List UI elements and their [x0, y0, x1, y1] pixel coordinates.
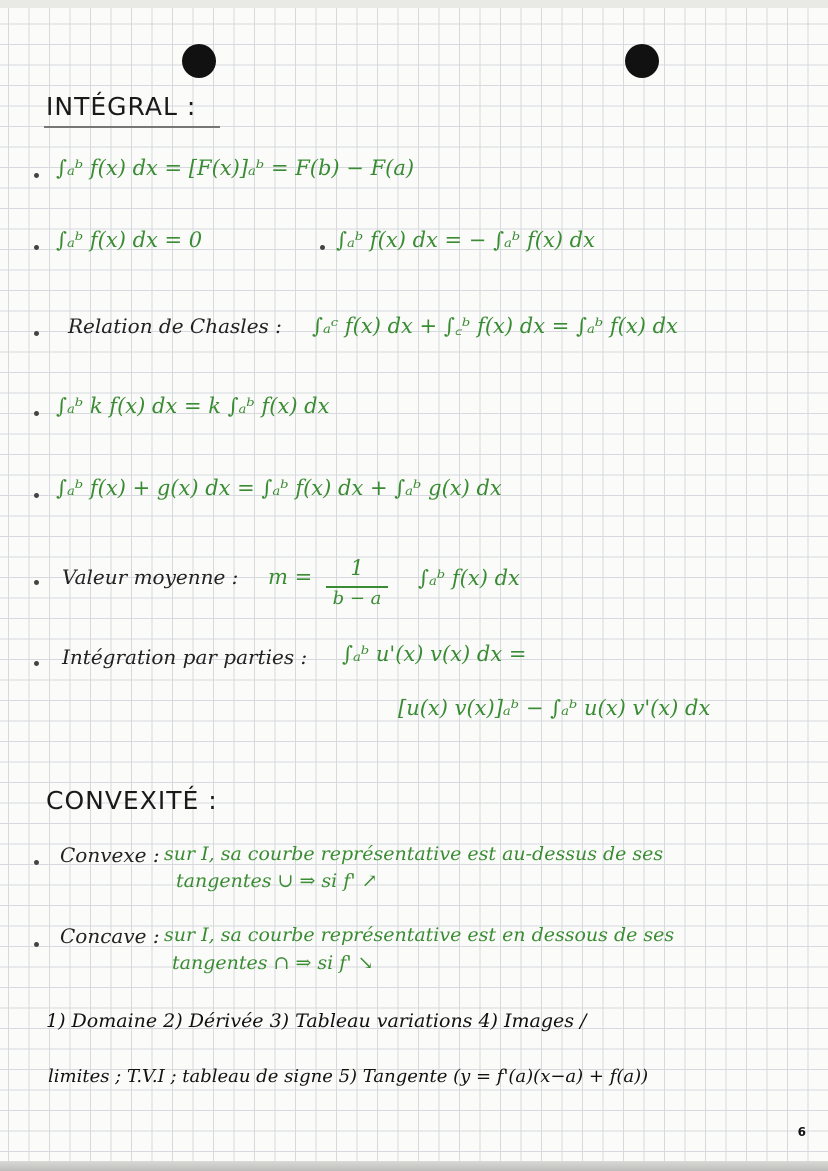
bullet [34, 411, 39, 416]
page-bottom-edge [0, 1161, 828, 1171]
bullet [34, 661, 39, 666]
label-ipp: Intégration par parties : [62, 645, 308, 669]
section-title-integral: INTÉGRAL : [46, 92, 197, 121]
convexe-tangentes: tangentes ∪ ⇒ si f' ↗ [176, 870, 378, 892]
bullet [34, 860, 39, 865]
title-underline [44, 126, 220, 128]
formula-ipp-left: ∫ₐᵇ u'(x) v(x) dx = [342, 642, 527, 666]
bullet [34, 942, 39, 947]
label-concave: Concave : [60, 924, 160, 948]
label-chasles: Relation de Chasles : [68, 314, 282, 338]
concave-tangentes: tangentes ∩ ⇒ si f' ↘ [172, 952, 374, 974]
formula-fundamental: ∫ₐᵇ f(x) dx = [F(x)]ₐᵇ = F(b) − F(a) [56, 156, 415, 180]
formula-zero: ∫ₐᵇ f(x) dx = 0 [56, 228, 203, 252]
bullet [34, 245, 39, 250]
fraction-bar [326, 586, 388, 588]
formula-swap-bounds: ∫ₐᵇ f(x) dx = − ∫ₐᵇ f(x) dx [336, 228, 595, 252]
fraction-numerator: 1 [350, 556, 364, 580]
formula-ipp-right: [u(x) v(x)]ₐᵇ − ∫ₐᵇ u(x) v'(x) dx [398, 696, 711, 720]
fraction-denominator: b − a [332, 588, 382, 609]
concave-definition: sur I, sa courbe représentative est en dessous de ses [164, 924, 675, 946]
page-number: 6 [797, 1125, 806, 1139]
study-steps-line-1: 1) Domaine 2) Dérivée 3) Tableau variations 4) Images / [46, 1010, 587, 1032]
formula-chasles: ∫ₐᶜ f(x) dx + ∫꜀ᵇ f(x) dx = ∫ₐᵇ f(x) dx [312, 314, 678, 338]
bullet [320, 245, 325, 250]
label-valeur-moyenne: Valeur moyenne : [62, 565, 239, 589]
binder-hole-right [625, 44, 659, 78]
convexe-definition: sur I, sa courbe représentative est au-dessus de ses [164, 843, 664, 865]
label-convexe: Convexe : [60, 843, 160, 867]
bullet [34, 493, 39, 498]
formula-mean: ∫ₐᵇ f(x) dx [418, 566, 520, 590]
formula-linear-sum: ∫ₐᵇ f(x) + g(x) dx = ∫ₐᵇ f(x) dx + ∫ₐᵇ g(x) dx [56, 476, 502, 500]
bullet [34, 580, 39, 585]
bullet [34, 331, 39, 336]
bullet [34, 173, 39, 178]
mean-m-equals: m = [268, 565, 313, 589]
binder-hole-left [182, 44, 216, 78]
page-top-edge [0, 0, 828, 8]
section-title-convexite: CONVEXITÉ : [46, 786, 218, 815]
study-steps-line-2: limites ; T.V.I ; tableau de signe 5) Tangente (y = f'(a)(x−a) + f(a)) [48, 1066, 649, 1087]
formula-linear-constant: ∫ₐᵇ k f(x) dx = k ∫ₐᵇ f(x) dx [56, 394, 330, 418]
mean-fraction [322, 556, 392, 609]
